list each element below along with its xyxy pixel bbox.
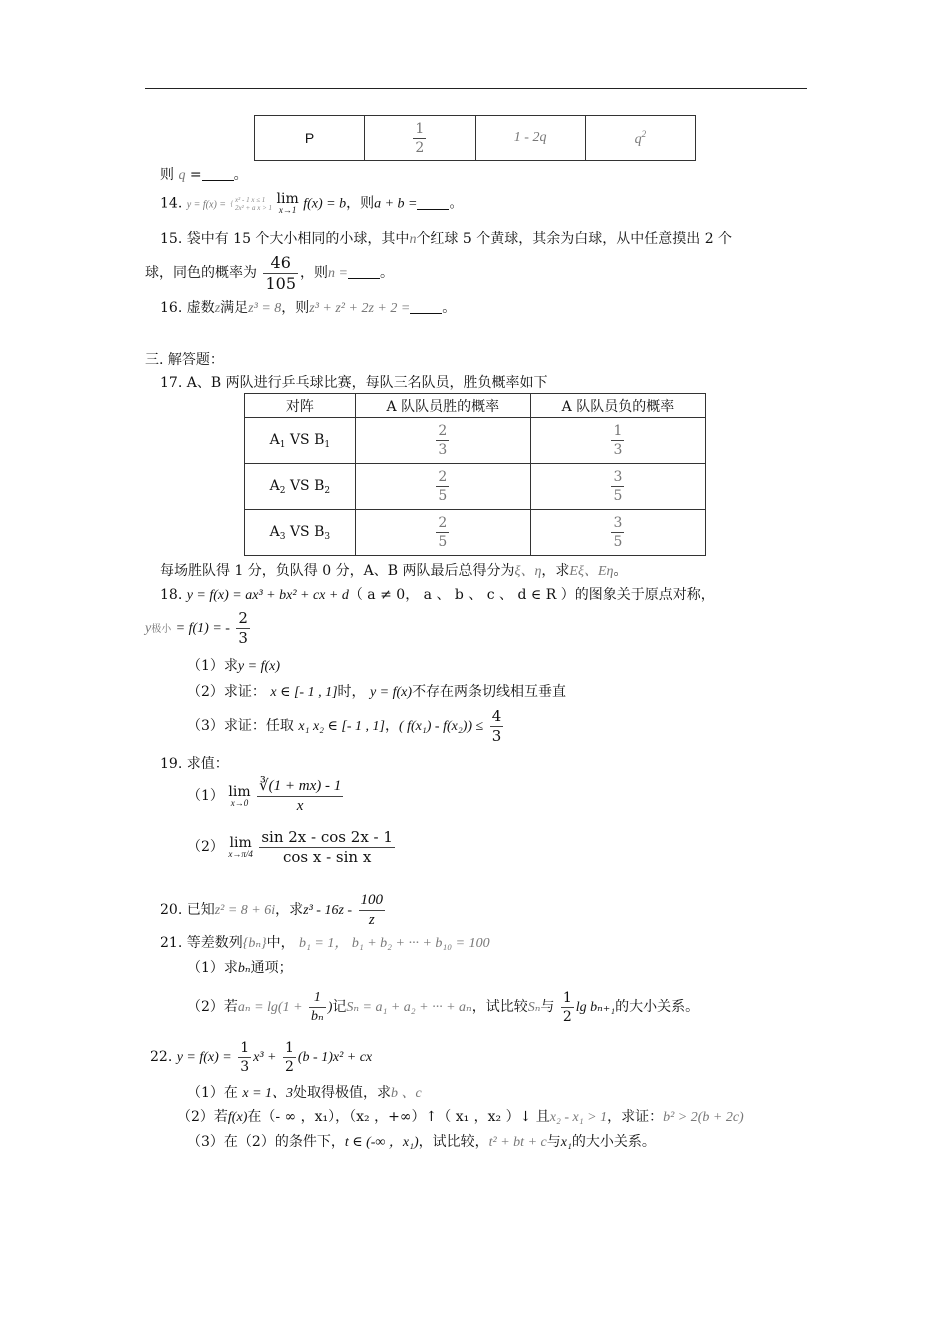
question-19-part2: （2） lim x→π/4 $\frac{\sin 2x - \cos 2x - 1}{\text{cos x - sin x}}$ bbox=[187, 827, 393, 866]
question-16: 16. 虚数z满足z³ = 8，则z³ + z² + 2z + 2 = 。 bbox=[160, 300, 457, 316]
question-18-min: y极小 = f(1) = - $\frac{2}{3}$ bbox=[145, 608, 248, 647]
distribution-table bbox=[254, 115, 696, 161]
question-19: 19. 求值： bbox=[160, 756, 229, 772]
question-15-line1: 15. 袋中有 15 个大小相同的小球，其中n个红球 5 个黄球，其余为白球，从中任意摸出 2 个 bbox=[160, 231, 733, 247]
section-heading: 三. 解答题： bbox=[145, 352, 224, 368]
question-18-part1: （1）求y = f(x) bbox=[187, 658, 281, 674]
question-21-part2: （2）若aₙ = lg(1 + $\frac{1}{\text{bₙ}}$ )记Sₙ = a₁ + a₂ + ··· + aₙ，试比较Sₙ与 $\frac{1}{2}$ lg bₙ₊₁的大小关系。 bbox=[187, 989, 700, 1025]
question-20: 20. 已知z² = 8 + 6i，求z³ - 16z - $\frac{100}{z}$ bbox=[160, 891, 384, 928]
table-header: A 队队员胜的概率 bbox=[355, 394, 530, 418]
question-21: 21. 等差数列{bₙ}中， b₁ = 1， b₁ + b₂ + ··· + b₁₀ = 100 bbox=[160, 935, 490, 951]
question-19-part1: （1） lim x→0 $\frac{∛(1 + mx) - 1}{x}$ bbox=[187, 777, 342, 814]
table-row: $A_2$ VS $B_2$ $\frac{2}{5}$ $\frac{3}{5}$ bbox=[245, 464, 706, 510]
question-22-part3: （3）在（2）的条件下，t ∈ (-∞ ，x₁)，试比较，t² + bt + c与x₁的大小关系。 bbox=[187, 1134, 656, 1150]
question-17-tail: 每场胜队得 1 分，负队得 0 分，A、B 两队最后总得分为ξ、η，求Eξ、Eη。 bbox=[160, 563, 628, 579]
table-cell: $q^2$ bbox=[585, 116, 695, 161]
question-22-part2: （2）若f(x)在（- ∞ ，x₁），（x₂ ，+∞）↑（ x₁ ，x₂ ）↓ 且x₂ - x₁ > 1，求证：b² > 2(b + 2c) bbox=[177, 1109, 744, 1125]
question-17-intro: 17. A、B 两队进行乒乓球比赛，每队三名队员，胜负概率如下 bbox=[160, 375, 548, 391]
header-rule bbox=[145, 88, 807, 89]
table-cell: P bbox=[255, 116, 365, 161]
question-21-part1: （1）求bₙ通项； bbox=[187, 960, 293, 976]
table-header: 对阵 bbox=[245, 394, 356, 418]
question-18: 18. y = f(x) = ax³ + bx² + cx + d（ a ≠ 0， a 、 b 、 c 、 d ∈ R ）的图象关于原点对称， bbox=[160, 587, 715, 603]
q13-tail: 则 q = 。 bbox=[160, 167, 248, 183]
table-row: $A_1$ VS $B_1$ $\frac{2}{3}$ $\frac{1}{3}$ bbox=[245, 418, 706, 464]
question-14: 14. y = f(x) = { x² - 1 x ≤ 1 2x² + a x > 1 lim x→1 f(x) = b，则a + b = 。 bbox=[160, 191, 464, 215]
question-22: 22. y = f(x) = $\frac{1}{3}$ x³ + $\frac{1}{2}$ (b - 1)x² + cx bbox=[150, 1039, 373, 1075]
question-18-part3: （3）求证：任取 x₁ x₂ ∈ [- 1 , 1]，( f(x₁) - f(x₂)) ≤ $\frac{4}{3}$ bbox=[187, 706, 502, 745]
table-cell: 1 - 2q bbox=[475, 116, 585, 161]
probability-table bbox=[244, 393, 706, 556]
question-15-line2: 球，同色的概率为 $\frac{46}{105}$ ，则n = 。 bbox=[145, 252, 394, 293]
table-cell: $\frac{1}{2}$ bbox=[365, 116, 475, 161]
question-22-part1: （1）在 x = 1、3处取得极值，求b 、c bbox=[187, 1085, 422, 1101]
table-row: $A_3$ VS $B_3$ $\frac{2}{5}$ $\frac{3}{5}$ bbox=[245, 510, 706, 556]
table-header: A 队队员负的概率 bbox=[530, 394, 705, 418]
question-18-part2: （2）求证： x ∈ [- 1 , 1]时， y = f(x)不存在两条切线相互垂直 bbox=[187, 684, 567, 700]
